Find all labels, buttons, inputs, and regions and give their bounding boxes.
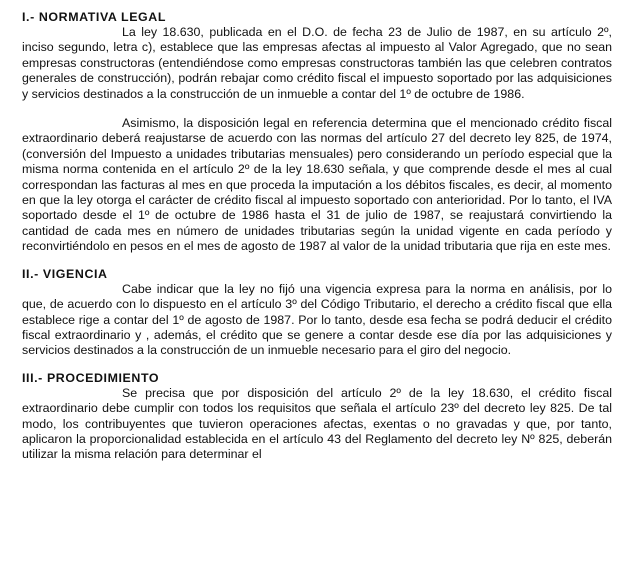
paragraph-procedimiento-1: Se precisa que por disposición del artículo 2º de la ley 18.630, el crédito fiscal extraordinario debe cumplir con todos los requisitos que señala el artículo 23º del decreto ley 825. De tal modo, los contribuyentes que tuvieron operaciones afectas, exentas o no gravadas y que, por tanto, aplicaron la proporcionalidad establecida en el artículo 43 del Reglamento del decreto ley Nº 825, deberán utilizar la misma relación para determinar el — [22, 385, 612, 462]
section-spacer — [22, 255, 612, 267]
paragraph-normativa-2: Asimismo, la disposición legal en referencia determina que el mencionado crédito fiscal extraordinario deberá reajustarse de acuerdo con las normas del artículo 27 del decreto ley 825, de 1974, (conversión del Impuesto a unidades tributarias mensuales) pero considerando un período especial que la misma norma contenida en el artículo 2º de la ley 18.630 señala, y que comprende desde el mes al cual correspondan las facturas al mes en que proceda la imputación a los débitos fiscales, es decir, al momento en que la ley otorga el carácter de crédito fiscal al impuesto soportado con anterioridad. Por lo tanto, el IVA soportado desde el 1º de octubre de 1986 hasta el 31 de julio de 1987, se reajustará convirtiendo la cantidad de cada mes en número de unidades tributarias según la unidad vigente en cada período y reconvirtiéndolo en pesos en el mes de agosto de 1987 al valor de la unidad tributaria que rija en este mes. — [22, 116, 612, 254]
section-heading-normativa-legal: I.- NORMATIVA LEGAL — [22, 10, 167, 24]
section-heading-vigencia: II.- VIGENCIA — [22, 266, 108, 281]
paragraph-vigencia-1: Cabe indicar que la ley no fijó una vigencia expresa para la norma en análisis, por lo que, de acuerdo con lo dispuesto en el artículo 3º del Código Tributario, el derecho a crédito fiscal que ella establece rige a contar del 1º de agosto de 1987. Por lo tanto, desde esa fecha se podrá deducir el crédito fiscal extraordinario y , además, el crédito que se genere a contar desde ese día por las adquisiciones y servicios destinados a la construcción de un inmueble necesario para el giro del negocio. — [22, 281, 612, 358]
section-heading-procedimiento: III.- PROCEDIMIENTO — [22, 370, 160, 385]
paragraph-normativa-1: La ley 18.630, publicada en el D.O. de fecha 23 de Julio de 1987, en su artículo 2º, inciso segundo, letra c), establece que las empresas afectas al impuesto al Valor Agregado, que no sean empresas constructoras (entendiéndose como empresas constructoras también las que celebren contratos generales de construcción), podrán rebajar como crédito fiscal el impuesto soportado por las adquisiciones y servicios destinados a la construcción de un inmueble a contar del 1º de octubre de 1986. — [22, 25, 612, 101]
section-spacer — [22, 359, 612, 371]
